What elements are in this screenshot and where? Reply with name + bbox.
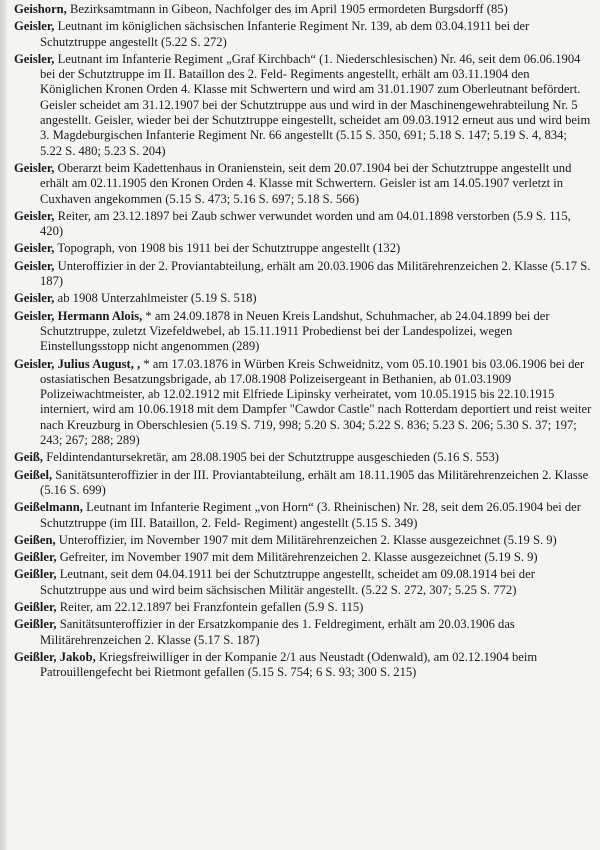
entry-name: Geißel,: [14, 467, 53, 482]
entry: [14, 617, 592, 648]
entry: [14, 550, 592, 565]
entry: [14, 52, 592, 159]
entry-name: Geisler,: [14, 51, 55, 66]
entry-text: * am 17.03.1876 in Würben Kreis Schweidnitz, vom 05.10.1901 bis 03.06.1906 bei der ostasiatischen Besatzungsbrigade, ab 17.08.1908 Polizeisergeant in Bethanien, ab 01.03.1909 Polizeiwachtmeister, ab 12.02.1912 mit Elfriede Lipinsky verheiratet, vom 10.05.1915 bis 22.10.1915 interniert, wird am 10.06.1918 mit dem Dampfer "Cawdor Castle" nach Rotterdam deportiert und reist weiter nach Kreuzburg in Oberschlesien (5.19 S. 719, 998; 5.20 S. 304; 5.22 S. 836; 5.23 S. 206; 5.30 S. 37; 197; 243; 267; 288; 289): [40, 356, 592, 448]
entry: [14, 468, 592, 499]
entry-text: ab 1908 Unterzahlmeister (5.19 S. 518): [54, 291, 257, 306]
entry-name: Geisler,: [14, 291, 55, 306]
entry-name: Geisler,: [14, 258, 55, 273]
entry-name: Geisler,: [14, 208, 55, 223]
entry: [14, 161, 592, 207]
entry: [14, 600, 592, 615]
entry-name: Geißler,: [14, 617, 57, 632]
entry-name: Geißen,: [14, 532, 56, 547]
entry-text: Unteroffizier in der 2. Proviantabteilung, erhält am 20.03.1906 das Militärehrenzeichen 2. Klasse (5.17 S. 187): [40, 258, 591, 289]
entry-text: Reiter, am 22.12.1897 bei Franzfontein gefallen (5.9 S. 115): [56, 599, 364, 614]
entry: [14, 291, 592, 306]
entry-name: Geißelmann,: [14, 500, 83, 515]
entry-text: Reiter, am 23.12.1897 bei Zaub schwer verwundet worden und am 04.01.1898 verstorben (5.9 S. 115, 420): [40, 208, 571, 239]
entry-text: Unteroffizier, im November 1907 mit dem Militärehrenzeichen 2. Klasse ausgezeichnet (5.19 S. 9): [55, 532, 557, 547]
entry-text: Oberarzt beim Kadettenhaus in Oranienstein, seit dem 20.07.1904 bei der Schutztruppe angestellt und erhält am 02.11.1905 den Kronen Orden 4. Klasse mit Schwertern. Geisler ist am 14.05.1907 verletzt in Cuxhaven angekommen (5.15 S. 473; 5.16 S. 697; 5.18 S. 566): [40, 160, 572, 206]
entry: [14, 2, 592, 17]
entry-name: Geißler,: [14, 599, 57, 614]
entry-text: Leutnant im Infanterie Regiment „von Horn“ (3. Rheinischen) Nr. 28, seit dem 26.05.1904 bei der Schutztruppe (im III. Bataillon, 2. Feld- Regiment) angestellt (5.15 S. 349): [40, 500, 581, 530]
entry: [14, 567, 592, 598]
entry: [14, 241, 592, 256]
entry-name: Geisler, Hermann Alois,: [14, 308, 143, 323]
entry-text: Feldintendantursekretär, am 28.08.1905 bei der Schutztruppe ausgeschieden (5.16 S. 553): [43, 450, 499, 465]
entry-name: Geißler,: [14, 550, 57, 565]
entry-text: Leutnant im königlichen sächsischen Infanterie Regiment Nr. 139, ab dem 03.04.1911 bei der Schutztruppe angestellt (5.22 S. 272): [40, 19, 530, 49]
entry-text: * am 24.09.1878 in Neuen Kreis Landshut, Schuhmacher, ab 24.04.1899 bei der Schutztruppe, zuletzt Vizefeldwebel, ab 15.11.1911 Probedienst bei der Landespolizei, wegen Einstellungsstopp nicht angenommen (289): [40, 308, 550, 354]
register-page: [14, 2, 592, 682]
entry: [14, 209, 592, 240]
entry-name: Geisler, Julius August, ,: [14, 356, 141, 371]
entry-name: Geisler,: [14, 160, 55, 175]
entry: [14, 650, 592, 681]
entry: [14, 309, 592, 355]
entry-name: Geißler,: [14, 567, 57, 582]
entry-text: Leutnant, seit dem 04.04.1911 bei der Schutztruppe angestellt, scheidet am 09.08.1914 bei der Schutztruppe aus und wird beim sächsischen Militär angestellt. (5.22 S. 272, 307; 5.25 S. 772): [40, 567, 535, 597]
page-edge-shadow: [0, 0, 7, 850]
entry-text: Topograph, von 1908 bis 1911 bei der Schutztruppe angestellt (132): [54, 241, 401, 256]
entry-name: Geishorn,: [14, 2, 67, 16]
entry-name: Geiß,: [14, 450, 44, 465]
entry: [14, 533, 592, 548]
entry: [14, 450, 592, 465]
entry-text: Bezirksamtmann in Gibeon, Nachfolger des im April 1905 ermordeten Burgsdorff (85): [66, 2, 508, 16]
entry-name: Geißler, Jakob,: [14, 649, 96, 664]
entry-text: Leutnant im Infanterie Regiment „Graf Kirchbach“ (1. Niederschlesischen) Nr. 46, seit dem 06.06.1904 bei der Schutztruppe im II. Bataillon des 2. Feld- Regiments angestellt, erhält am 03.11.1904 den Königlichen Kronen Orden 4. Klasse mit Schwertern und wird am 31.01.1907 zum Oberleutnant befördert. Geisler scheidet am 31.12.1907 bei der Schutztruppe aus und wird in der Maschinengewehrabteilung Nr. 5 angestellt. Geisler, wieder bei der Schutztruppe eingestellt, scheidet am 09.03.1912 erneut aus und wird beim 3. Magdeburgischen Infanterie Regiment Nr. 66 angestellt (5.15 S. 350, 691; 5.18 S. 147; 5.19 S. 4, 834; 5.22 S. 480; 5.23 S. 204): [40, 51, 591, 158]
entry-text: Sanitätsunteroffizier in der III. Proviantabteilung, erhält am 18.11.1905 das Militärehrenzeichen 2. Klasse (5.16 S. 699): [40, 467, 589, 497]
entry: [14, 259, 592, 290]
entry-text: Sanitätsunteroffizier in der Ersatzkompanie des 1. Feldregiment, erhält am 20.03.1906 das Militärehrenzeichen 2. Klasse (5.17 S. 187): [40, 617, 515, 647]
entry-name: Geisler,: [14, 19, 55, 34]
entry: [14, 357, 592, 449]
entry-text: Gefreiter, im November 1907 mit dem Militärehrenzeichen 2. Klasse ausgezeichnet (5.19 S. 9): [56, 550, 538, 565]
entry: [14, 500, 592, 531]
entry-text: Kriegsfreiwilliger in der Kompanie 2/1 aus Neustadt (Odenwald), am 02.12.1904 beim Patrouillengefecht bei Rietmont gefallen (5.15 S. 754; 6 S. 93; 300 S. 215): [40, 649, 538, 680]
entry-name: Geisler,: [14, 241, 55, 256]
entry: [14, 19, 592, 50]
